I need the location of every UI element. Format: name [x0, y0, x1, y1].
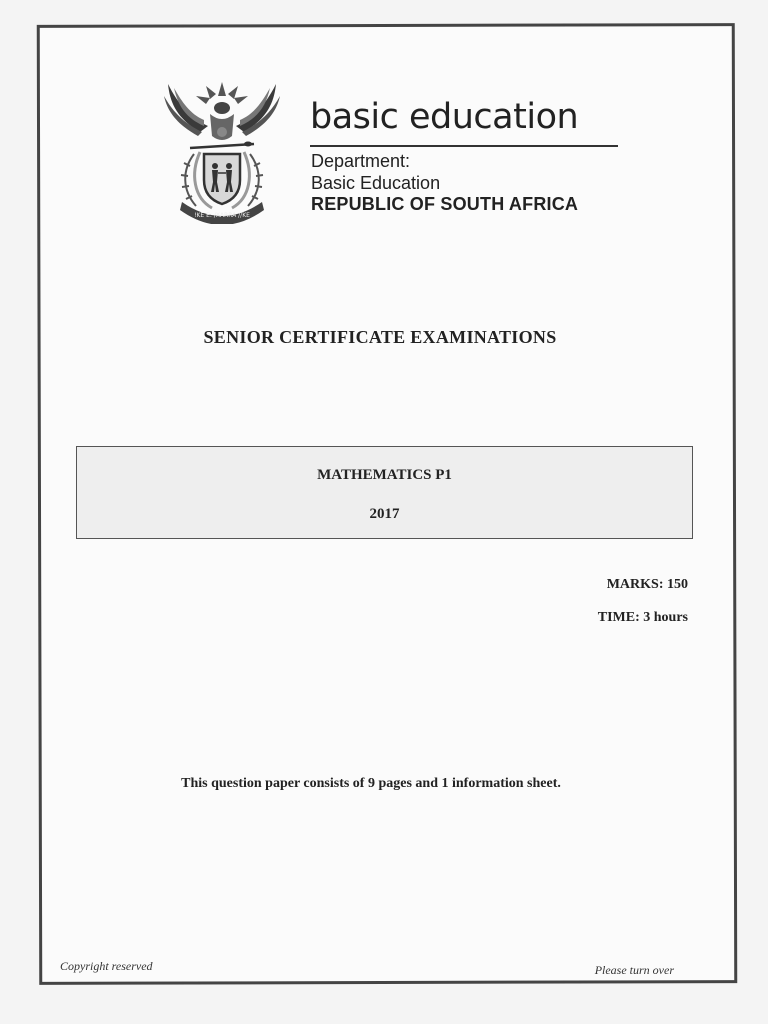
brand-underline [310, 145, 618, 147]
right-wing [236, 84, 280, 136]
turn-over-note: Please turn over [594, 963, 674, 977]
department-label: Department: [311, 151, 411, 171]
sun-rays [196, 82, 248, 104]
total-marks: MARKS: 150 [606, 577, 688, 592]
left-wing [164, 84, 208, 136]
coat-of-arms-icon [160, 74, 284, 224]
paper-info: This question paper consists of 9 pages and 1 information sheet. [181, 776, 561, 791]
exam-heading: SENIOR CERTIFICATE EXAMINATIONS [203, 327, 557, 347]
subject-box [76, 446, 693, 539]
subject-name: MATHEMATICS P1 [317, 467, 452, 483]
exam-duration: TIME: 3 hours [597, 610, 688, 625]
brand-title: basic education [310, 97, 579, 137]
copyright-notice: Copyright reserved [60, 959, 153, 973]
crest-motto: !KE E: /XARRA //KE [194, 212, 250, 219]
department-name: Basic Education [311, 173, 441, 193]
exam-year: 2017 [369, 506, 400, 522]
country-name: REPUBLIC OF SOUTH AFRICA [311, 194, 579, 214]
